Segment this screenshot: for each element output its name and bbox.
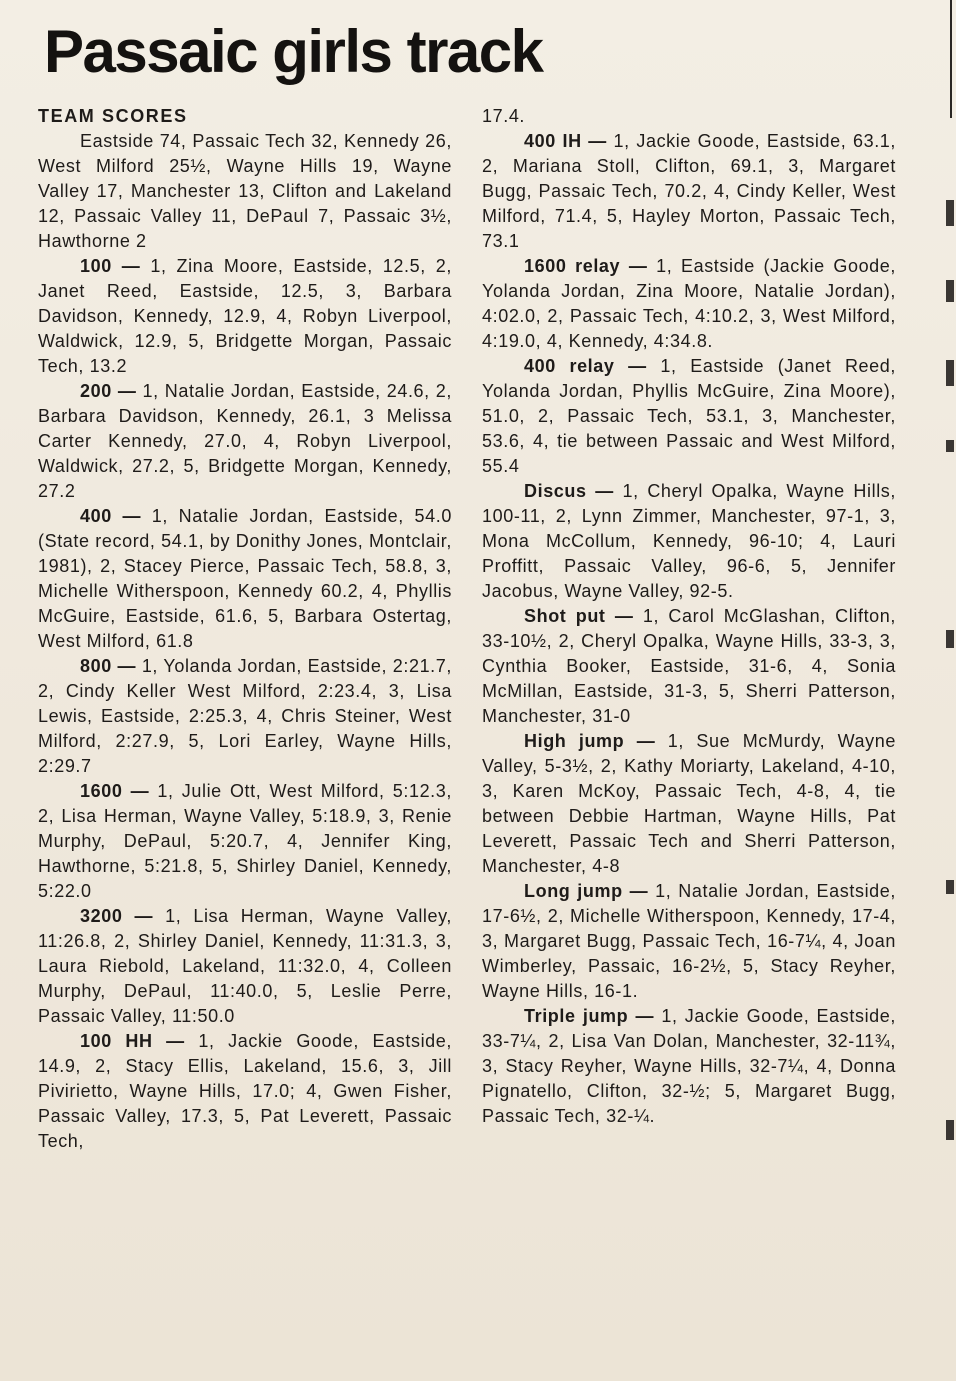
event-results: 1, Zina Moore, Eastside, 12.5, 2, Janet Reed, Eastside, 12.5, 3, Barbara Davidson, Kennedy, 12.9, 4, Robyn Liverpool, Waldwick, 12.9, 5, Bridgette Morgan, Passaic Tech, 13.2 [38, 256, 452, 376]
event-results: 1, Yolanda Jordan, Eastside, 2:21.7, 2, Cindy Keller West Milford, 2:23.4, 3, Lisa Lewis, Eastside, 2:25.3, 4, Chris Steiner, West Milford, 2:27.9, 5, Lori Earley, Wayne Hills, 2:29.7 [38, 656, 452, 776]
team-scores-heading: TEAM SCORES [38, 106, 188, 126]
event-name: 1600 — [80, 781, 158, 801]
event-name: 200 — [80, 381, 143, 401]
event-name: High jump — [524, 731, 668, 751]
results-column-left [38, 104, 452, 1154]
event-results: 1, Natalie Jordan, Eastside, 17-6½, 2, Michelle Witherspoon, Kennedy, 17-4, 3, Margaret Bugg, Passaic Tech, 16-7¼, 4, Joan Wimberley, Passaic, 16-2½, 5, Stacy Reyher, Wayne Hills, 16-1. [482, 881, 896, 1001]
event-name: Long jump — [524, 881, 656, 901]
event-name: Discus — [524, 481, 623, 501]
result-paragraph [38, 779, 452, 904]
event-results: 1, Lisa Herman, Wayne Valley, 11:26.8, 2, Shirley Daniel, Kennedy, 11:31.3, 3, Laura Riebold, Lakeland, 11:32.0, 4, Colleen Murphy, DePaul, 11:40.0, 5, Leslie Perre, Passaic Valley, 11:50.0 [38, 906, 452, 1026]
result-continuation: 17.4. [482, 106, 526, 126]
event-name: 3200 — [80, 906, 166, 926]
event-name: 800 — [80, 656, 142, 676]
result-paragraph [482, 129, 896, 254]
event-results: 1, Carol McGlashan, Clifton, 33-10½, 2, Cheryl Opalka, Wayne Hills, 33-3, 3, Cynthia Booker, Eastside, 31-6, 4, Sonia McMillan, Eastside, 31-3, 5, Sherri Patterson, Manchester, 31-0 [482, 606, 896, 726]
result-paragraph [482, 604, 896, 729]
event-name: 400 relay — [524, 356, 661, 376]
result-paragraph [482, 354, 896, 479]
event-results: 1, Eastside (Janet Reed, Yolanda Jordan, Phyllis McGuire, Zina Moore), 51.0, 2, Passaic Tech, 53.1, 3, Manchester, 53.6, 4, tie between Passaic and West Milford, 55.4 [482, 356, 896, 476]
results-column-right [482, 104, 896, 1129]
event-name: 400 IH — [524, 131, 614, 151]
event-results: 1, Natalie Jordan, Eastside, 24.6, 2, Barbara Davidson, Kennedy, 26.1, 3 Melissa Carter Kennedy, 27.0, 4, Robyn Liverpool, Waldwick, 27.2, 5, Bridgette Morgan, Kennedy, 27.2 [38, 381, 453, 501]
event-results: 1, Natalie Jordan, Eastside, 54.0 (State record, 54.1, by Donithy Jones, Montclair, 1981), 2, Stacey Pierce, Passaic Tech, 58.8, 3, Michelle Witherspoon, Kennedy 60.2, 4, Phyllis McGuire, Eastside, 61.6, 5, Barbara Ostertag, West Milford, 61.8 [38, 506, 452, 651]
result-paragraph [482, 729, 896, 879]
event-name: 400 — [80, 506, 152, 526]
result-paragraph [482, 879, 896, 1004]
result-paragraph [38, 904, 452, 1029]
event-results: 1, Jackie Goode, Eastside, 63.1, 2, Mariana Stoll, Clifton, 69.1, 3, Margaret Bugg, Passaic Tech, 70.2, 4, Cindy Keller, West Milford, 71.4, 5, Hayley Morton, Passaic Tech, 73.1 [482, 131, 897, 251]
result-paragraph [482, 479, 896, 604]
result-paragraph [482, 1004, 896, 1129]
result-paragraph [38, 1029, 452, 1154]
result-paragraph [38, 254, 452, 379]
result-paragraph [38, 379, 452, 504]
event-name: 100 HH — [80, 1031, 199, 1051]
event-results: 1, Jackie Goode, Eastside, 14.9, 2, Stacy Ellis, Lakeland, 15.6, 3, Jill Pivirietto, Wayne Hills, 17.0; 4, Gwen Fisher, Passaic Valley, 17.3, 5, Pat Leverett, Passaic Tech, [38, 1031, 452, 1151]
event-results: 1, Cheryl Opalka, Wayne Hills, 100-11, 2, Lynn Zimmer, Manchester, 97-1, 3, Mona McCollum, Kennedy, 96-10; 4, Lauri Proffitt, Passaic Valley, 96-6, 5, Jennifer Jacobus, Wayne Valley, 92-5. [482, 481, 896, 601]
adjacent-column-rule [950, 0, 952, 118]
team-scores-text: Eastside 74, Passaic Tech 32, Kennedy 26, West Milford 25½, Wayne Hills 19, Wayne Valley 17, Manchester 13, Clifton and Lakeland 12, Passaic Valley 11, DePaul 7, Passaic 3½, Hawthorne 2 [38, 131, 452, 251]
event-results: 1, Eastside (Jackie Goode, Yolanda Jordan, Zina Moore, Natalie Jordan), 4:02.0, 2, Passaic Tech, 4:10.2, 3, West Milford, 4:19.0, 4, Kennedy, 4:34.8. [482, 256, 897, 351]
event-results: 1, Jackie Goode, Eastside, 33-7¼, 2, Lisa Van Dolan, Manchester, 32-11¾, 3, Stacy Reyher, Wayne Hills, 32-7¼, 4, Donna Pignatello, Clifton, 32-½; 5, Margaret Bugg, Passaic Tech, 32-¼. [482, 1006, 896, 1126]
event-name: Shot put — [524, 606, 643, 626]
headline: Passaic girls track [44, 18, 543, 85]
event-name: Triple jump — [524, 1006, 662, 1026]
event-results: 1, Julie Ott, West Milford, 5:12.3, 2, Lisa Herman, Wayne Valley, 5:18.9, 3, Renie Murphy, DePaul, 5:20.7, 4, Jennifer King, Hawthorne, 5:21.8, 5, Shirley Daniel, Kennedy, 5:22.0 [38, 781, 452, 901]
result-paragraph [482, 254, 896, 354]
result-paragraph [38, 504, 452, 654]
event-name: 100 — [80, 256, 151, 276]
adjacent-column-edge [944, 160, 954, 1260]
result-paragraph [38, 654, 452, 779]
event-name: 1600 relay — [524, 256, 657, 276]
event-results: 1, Sue McMurdy, Wayne Valley, 5-3½, 2, Kathy Moriarty, Lakeland, 4-10, 3, Karen McKoy, Passaic Tech, 4-8, 4, tie between Debbie Hartman, Wayne Hills, Pat Leverett, Passaic Tech and Sherri Patterson, Manchester, 4-8 [482, 731, 896, 876]
